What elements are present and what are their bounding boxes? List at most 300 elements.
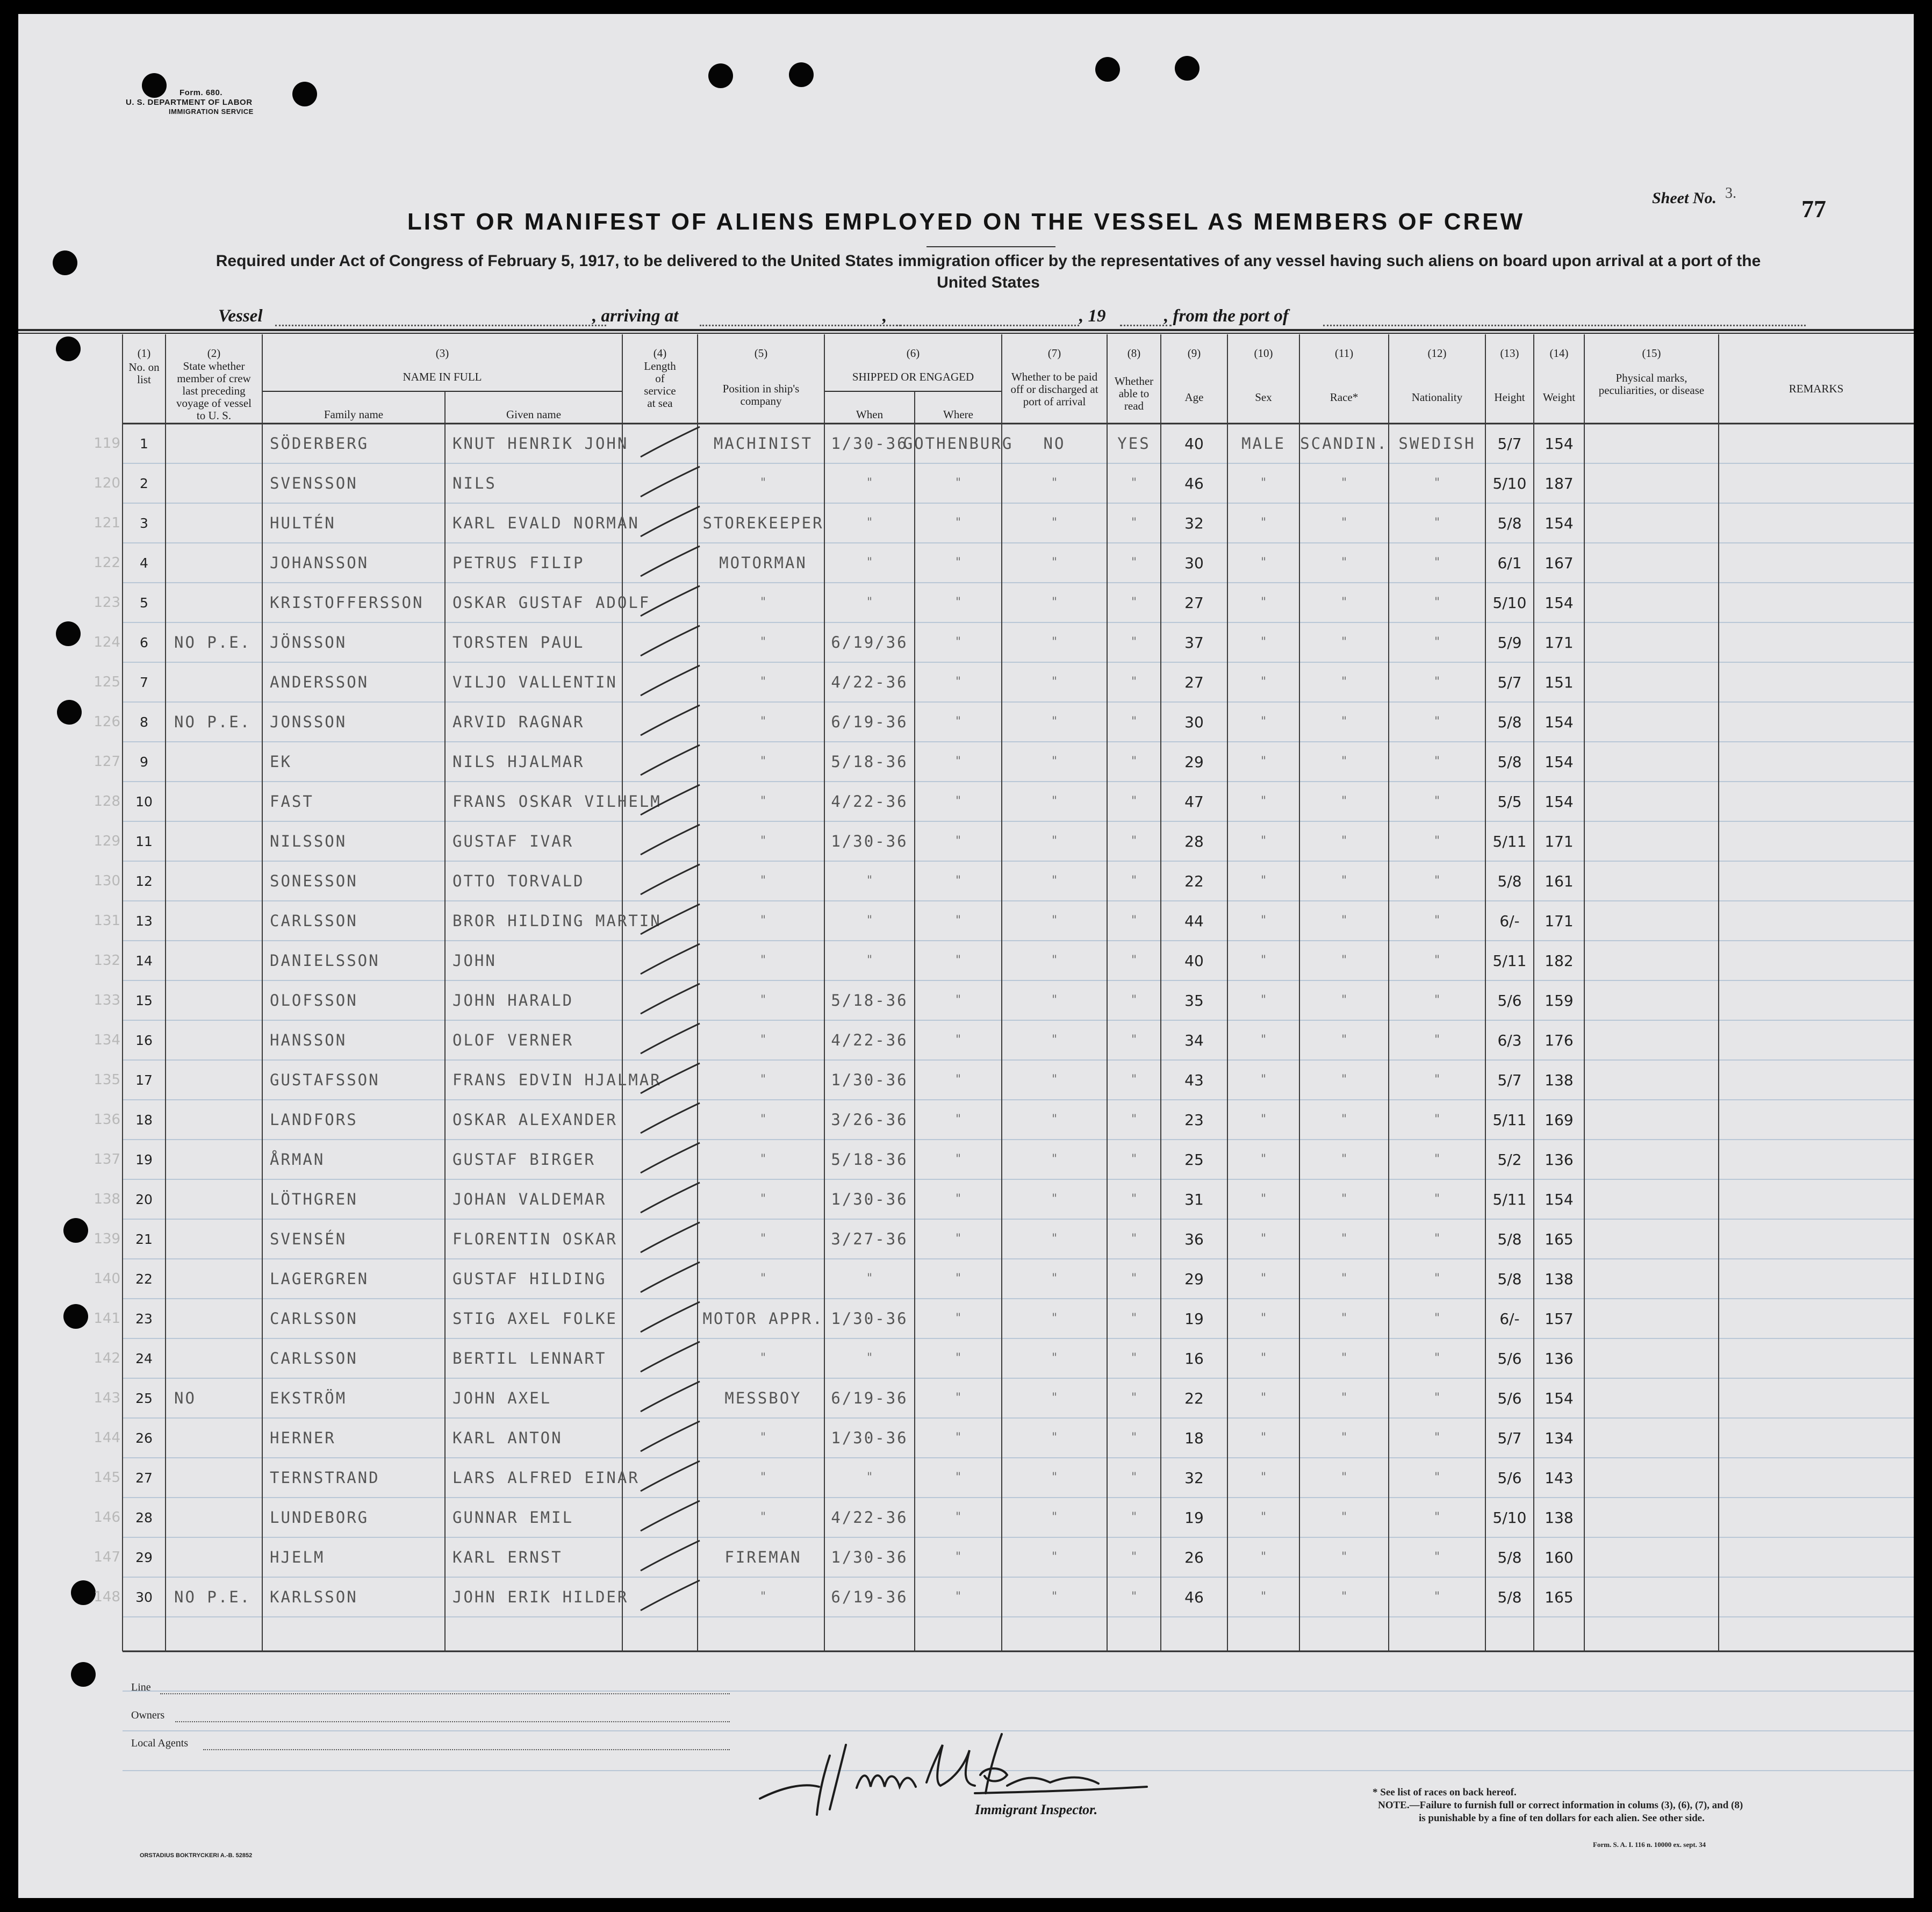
row-number: 17 [135,1072,153,1088]
prev-voyage [174,861,260,901]
table-row [18,901,1914,941]
col1-header: No. on list [128,361,160,386]
race-ditto: " [1341,715,1347,728]
race-ditto: " [1341,1312,1347,1325]
position-ditto: " [760,993,766,1007]
service-check-mark [636,583,712,622]
age: 19 [1184,1309,1204,1328]
col8-num: (8) [1127,347,1141,360]
shipped-when: 6/19/36 [831,633,908,651]
row-number: 4 [140,555,148,571]
shipped-where-ditto: " [955,954,961,967]
race-ditto: " [1341,1431,1347,1444]
given-name: OSKAR ALEXANDER [453,1111,617,1129]
row-ref-number: 141 [94,1311,120,1327]
nationality-ditto: " [1434,1033,1440,1047]
col5-num: (5) [754,347,768,360]
paid-off-ditto: " [1051,1471,1058,1484]
table-row [18,1100,1914,1140]
given-name: JOHN ERIK HILDER [453,1588,629,1606]
service-check-mark [636,662,712,702]
paid-off-ditto: " [1051,834,1058,848]
table-row [18,1020,1914,1060]
age: 46 [1184,474,1204,492]
nationality-ditto: " [1434,1192,1440,1206]
race-ditto: " [1341,1192,1347,1206]
row-number: 10 [135,793,153,810]
row-ref-number: 147 [94,1549,120,1565]
position: MESSBOY [724,1389,802,1407]
height: 6/- [1499,912,1520,930]
paid-off-ditto: " [1051,1312,1058,1325]
age: 46 [1184,1588,1204,1606]
weight: 169 [1545,1111,1574,1129]
weight: 154 [1545,434,1574,453]
weight: 154 [1545,753,1574,771]
row-number: 21 [135,1231,153,1247]
nationality-ditto: " [1434,834,1440,848]
row-ref-number: 123 [94,595,120,611]
shipped-where-ditto: " [955,675,961,689]
nationality-ditto: " [1434,1550,1440,1564]
race-ditto: " [1341,596,1347,609]
comma-label: , [882,306,887,326]
given-name: GUNNAR EMIL [453,1508,574,1527]
local-agents-label: Local Agents [131,1737,189,1749]
shipped-where-ditto: " [955,834,961,848]
nationality-ditto: " [1434,476,1440,490]
race-ditto: " [1341,914,1347,927]
paid-off-ditto: " [1051,1152,1058,1166]
sex-ditto: " [1260,675,1267,689]
age: 18 [1184,1429,1204,1447]
service-name: IMMIGRATION SERVICE [169,108,254,116]
prev-voyage [174,543,260,583]
age: 40 [1184,951,1204,970]
sheet-label: Sheet No. [1652,189,1716,207]
nationality-ditto: " [1434,596,1440,609]
family-name: OLOFSSON [270,991,358,1009]
row-ref-number: 136 [94,1112,120,1128]
age: 28 [1184,832,1204,850]
able-to-read-ditto: " [1131,476,1137,490]
table-row [18,941,1914,980]
shipped-when: 1/30-36 [831,832,908,850]
height: 5/7 [1497,434,1522,453]
prev-voyage [174,980,260,1020]
age: 27 [1184,673,1204,691]
nationality-ditto: " [1434,715,1440,728]
row-ref-number: 148 [94,1589,120,1605]
weight: 167 [1545,554,1574,572]
given-name: JOHN AXEL [453,1389,552,1407]
given-name: KARL ANTON [453,1429,563,1447]
given-name: NILS [453,474,497,492]
service-check-mark [636,1140,712,1179]
age: 43 [1184,1071,1204,1089]
nationality-ditto: " [1434,954,1440,967]
sex-ditto: " [1260,1192,1267,1206]
nationality-ditto: " [1434,874,1440,887]
nationality-ditto: " [1434,516,1440,529]
row-ref-number: 138 [94,1191,120,1207]
prev-voyage [174,1259,260,1299]
shipped-where-ditto: " [955,476,961,490]
able-to-read-ditto: " [1131,914,1137,927]
shipped-where-ditto: " [955,1590,961,1603]
weight: 154 [1545,1190,1574,1208]
able-to-read-ditto: " [1131,516,1137,529]
row-number: 29 [135,1549,153,1565]
family-name: GUSTAFSSON [270,1071,380,1089]
position-ditto: " [760,1431,766,1444]
table-row [18,861,1914,901]
shipped-where-ditto: " [955,1312,961,1325]
paid-off-ditto: " [1051,1192,1058,1206]
nationality-ditto: " [1434,1152,1440,1166]
weight: 154 [1545,514,1574,532]
prev-voyage [174,1537,260,1577]
family-name: SONESSON [270,872,358,890]
able-to-read-ditto: " [1131,874,1137,887]
service-check-mark [636,1179,712,1219]
table-row [18,622,1914,662]
family-name: KRISTOFFERSSON [270,593,424,612]
age: 22 [1184,872,1204,890]
able-to-read: YES [1117,434,1151,453]
col3-family-header: Family name [324,408,384,421]
row-number: 28 [135,1509,153,1526]
row-ref-number: 130 [94,873,120,889]
able-to-read-ditto: " [1131,1550,1137,1564]
shipped-when: 6/19-36 [831,1389,908,1407]
position-ditto: " [760,1590,766,1603]
prev-voyage [174,1140,260,1179]
height: 5/7 [1497,1071,1522,1089]
height: 5/11 [1492,1190,1527,1208]
col3-header: NAME IN FULL [403,370,482,383]
row-number: 5 [140,595,148,611]
row-ref-number: 145 [94,1470,120,1486]
given-name: OLOF VERNER [453,1031,574,1049]
col7-header: Whether to be paid off or discharged at port of arrival [1010,370,1098,408]
table-row [18,1179,1914,1219]
family-name: TERNSTRAND [270,1469,380,1487]
given-name: PETRUS FILIP [453,554,585,572]
prev-voyage [174,1060,260,1100]
row-ref-number: 139 [94,1231,120,1247]
weight: 151 [1545,673,1574,691]
height: 5/8 [1497,1270,1522,1288]
height: 5/8 [1497,1588,1522,1606]
position-ditto: " [760,755,766,768]
prev-voyage: NO [174,1389,196,1407]
race-ditto: " [1341,993,1347,1007]
service-check-mark [636,1100,712,1140]
position-ditto: " [760,1510,766,1524]
sex-ditto: " [1260,993,1267,1007]
table-row [18,662,1914,702]
family-name: JONSSON [270,713,347,731]
age: 37 [1184,633,1204,651]
given-name: TORSTEN PAUL [453,633,585,651]
service-check-mark [636,1378,712,1418]
nationality-ditto: " [1434,1590,1440,1603]
service-check-mark [636,543,712,583]
height: 5/5 [1497,792,1522,811]
remarks-header: REMARKS [1789,382,1844,395]
age: 23 [1184,1111,1204,1129]
col14-num: (14) [1549,347,1569,360]
given-name: BROR HILDING MARTIN [453,912,662,930]
col13-header: Height [1494,391,1525,404]
col3-num: (3) [435,347,449,360]
col6-header: SHIPPED OR ENGAGED [852,370,974,383]
shipped-when-ditto: " [866,874,873,887]
height: 6/- [1499,1309,1520,1328]
service-check-mark [636,1458,712,1498]
race-ditto: " [1341,1510,1347,1524]
manifest-subtitle: Required under Act of Congress of February 5, 1917, to be delivered to the United States immigration officer by the representatives of any vessel having such aliens on board upon arrival at a port of the United States [216,252,1761,291]
given-name: FRANS EDVIN HJALMAR [453,1071,662,1089]
family-name: HJELM [270,1548,325,1566]
form-number: Form. 680. [179,88,223,97]
manifest-title: LIST OR MANIFEST OF ALIENS EMPLOYED ON THE VESSEL AS MEMBERS OF CREW [407,209,1525,235]
paid-off-ditto: " [1051,1033,1058,1047]
row-number: 22 [135,1271,153,1287]
col2-header: State whether member of crew last preceding voyage of vessel to U. S. [176,360,252,422]
given-name: FLORENTIN OSKAR [453,1230,617,1248]
family-name: EKSTRÖM [270,1389,347,1407]
family-name: CARLSSON [270,1349,358,1367]
height: 5/2 [1497,1150,1522,1169]
nationality-ditto: " [1434,1351,1440,1365]
service-check-mark [636,1577,712,1617]
sex-ditto: " [1260,914,1267,927]
nationality-ditto: " [1434,1471,1440,1484]
paid-off-ditto: " [1051,1550,1058,1564]
height: 5/8 [1497,514,1522,532]
row-ref-number: 132 [94,953,120,969]
age: 35 [1184,991,1204,1009]
family-name: CARLSSON [270,1309,358,1328]
age: 16 [1184,1349,1204,1367]
shipped-where-ditto: " [955,1152,961,1166]
sex-ditto: " [1260,715,1267,728]
shipped-where-ditto: " [955,516,961,529]
table-row [18,1418,1914,1458]
family-name: NILSSON [270,832,347,850]
sex-ditto: " [1260,476,1267,490]
shipped-where-ditto: " [955,1232,961,1245]
race-ditto: " [1341,874,1347,887]
table-row [18,702,1914,742]
height: 5/11 [1492,951,1527,970]
able-to-read-ditto: " [1131,1033,1137,1047]
year-label: , 19 [1079,306,1106,326]
table-row [18,1299,1914,1338]
able-to-read-ditto: " [1131,1232,1137,1245]
nationality-ditto: " [1434,993,1440,1007]
shipped-when: 4/22-36 [831,1508,908,1527]
age: 32 [1184,1469,1204,1487]
row-ref-number: 146 [94,1509,120,1526]
weight: 171 [1545,912,1574,930]
table-row [18,503,1914,543]
shipped-when: 1/30-36 [831,1071,908,1089]
nationality-ditto: " [1434,1312,1440,1325]
row-ref-number: 126 [94,714,120,730]
shipped-when: 1/30-36 [831,434,908,453]
position-ditto: " [760,834,766,848]
position-ditto: " [760,1033,766,1047]
col1-num: (1) [137,347,151,360]
able-to-read-ditto: " [1131,1351,1137,1365]
row-number: 12 [135,873,153,889]
height: 5/8 [1497,1548,1522,1566]
prev-voyage [174,821,260,861]
shipped-when: 3/26-36 [831,1111,908,1129]
position-ditto: " [760,476,766,490]
service-check-mark [636,861,712,901]
prev-voyage [174,662,260,702]
shipped-where-ditto: " [955,635,961,649]
row-ref-number: 122 [94,555,120,571]
position-ditto: " [760,1113,766,1126]
paid-off-ditto: " [1051,914,1058,927]
age: 36 [1184,1230,1204,1248]
shipped-when: 4/22-36 [831,673,908,691]
weight: 176 [1545,1031,1574,1049]
family-name: ANDERSSON [270,673,369,691]
able-to-read-ditto: " [1131,1431,1137,1444]
col3-given-header: Given name [506,408,562,421]
position-ditto: " [760,794,766,808]
row-number: 16 [135,1032,153,1048]
form-reference: Form. S. A. I. 116 n. 10000 ex. sept. 34 [1593,1841,1706,1849]
height: 5/11 [1492,832,1527,850]
manifest-sheet [18,14,1914,1898]
inspector-label: Immigrant Inspector. [975,1802,1098,1817]
sex-ditto: " [1260,1113,1267,1126]
weight: 165 [1545,1230,1574,1248]
position: FIREMAN [724,1548,802,1566]
able-to-read-ditto: " [1131,834,1137,848]
service-check-mark [636,1537,712,1577]
weight: 165 [1545,1588,1574,1606]
row-number: 3 [140,515,148,531]
family-name: KARLSSON [270,1588,358,1606]
able-to-read-ditto: " [1131,954,1137,967]
col6-num: (6) [906,347,920,360]
age: 31 [1184,1190,1204,1208]
position-ditto: " [760,596,766,609]
row-number: 23 [135,1311,153,1327]
service-check-mark [636,980,712,1020]
shipped-where-ditto: " [955,1073,961,1086]
sex-ditto: " [1260,1272,1267,1285]
position-ditto: " [760,954,766,967]
paid-off-ditto: " [1051,596,1058,609]
prev-voyage: NO P.E. [174,633,252,651]
service-check-mark [636,1498,712,1537]
service-check-mark [636,1219,712,1259]
paid-off-ditto: " [1051,755,1058,768]
row-number: 2 [140,475,148,491]
weight: 138 [1545,1508,1574,1527]
row-number: 6 [140,634,148,650]
table-row [18,980,1914,1020]
shipped-where-ditto: " [955,914,961,927]
weight: 171 [1545,633,1574,651]
sex-ditto: " [1260,1391,1267,1405]
able-to-read-ditto: " [1131,1471,1137,1484]
position-ditto: " [760,1351,766,1365]
paid-off: NO [1043,434,1066,453]
sex-ditto: " [1260,556,1267,569]
given-name: GUSTAF HILDING [453,1270,607,1288]
age: 29 [1184,753,1204,771]
nationality-ditto: " [1434,1431,1440,1444]
prev-voyage [174,1458,260,1498]
height: 5/9 [1497,633,1522,651]
col4-header: Length of service at sea [644,360,676,410]
table-row [18,1537,1914,1577]
age: 40 [1184,434,1204,453]
age: 29 [1184,1270,1204,1288]
sex-ditto: " [1260,1152,1267,1166]
row-ref-number: 121 [94,515,120,531]
prev-voyage [174,1179,260,1219]
prev-voyage: NO P.E. [174,1588,252,1606]
shipped-where-ditto: " [955,874,961,887]
race-ditto: " [1341,954,1347,967]
row-ref-number: 133 [94,992,120,1008]
race-ditto: " [1341,834,1347,848]
shipped-when: 3/27-36 [831,1230,908,1248]
height: 5/8 [1497,1230,1522,1248]
paid-off-ditto: " [1051,1510,1058,1524]
table-row [18,782,1914,821]
height: 5/10 [1492,593,1527,612]
race-ditto: " [1341,1351,1347,1365]
races-note: * See list of races on back hereof. [1373,1787,1517,1798]
position-ditto: " [760,1152,766,1166]
height: 5/6 [1497,1469,1522,1487]
able-to-read-ditto: " [1131,1113,1137,1126]
table-row [18,1577,1914,1617]
row-ref-number: 137 [94,1151,120,1168]
shipped-where-ditto: " [955,1391,961,1405]
sex-ditto: " [1260,1073,1267,1086]
shipped-when-ditto: " [866,1351,873,1365]
weight: 187 [1545,474,1574,492]
family-name: HULTÉN [270,514,336,532]
position-ditto: " [760,675,766,689]
col10-num: (10) [1254,347,1273,360]
weight: 157 [1545,1309,1574,1328]
service-check-mark [636,941,712,980]
shipped-where-ditto: " [955,556,961,569]
position-ditto: " [760,914,766,927]
weight: 154 [1545,1389,1574,1407]
table-row [18,463,1914,503]
shipped-where-ditto: " [955,794,961,808]
given-name: NILS HJALMAR [453,753,585,771]
height: 5/6 [1497,1349,1522,1367]
nationality-ditto: " [1434,1113,1440,1126]
shipped-when-ditto: " [866,1272,873,1285]
